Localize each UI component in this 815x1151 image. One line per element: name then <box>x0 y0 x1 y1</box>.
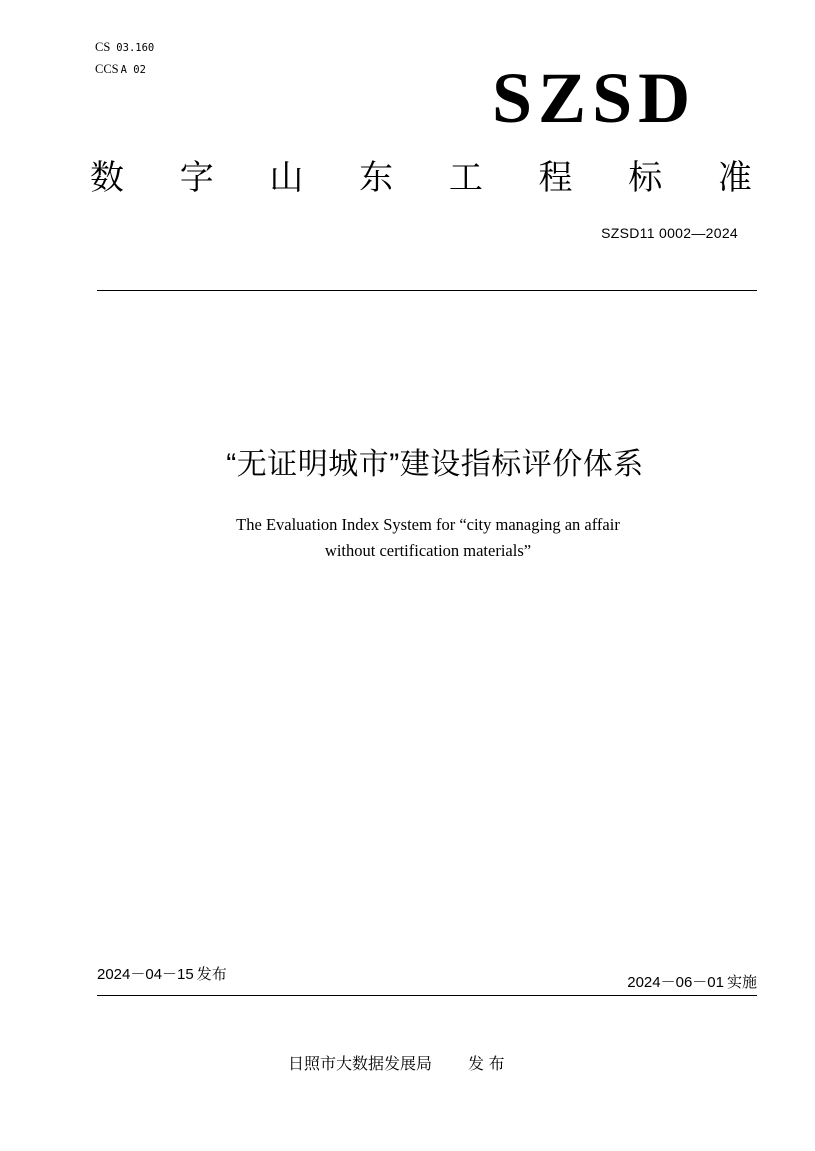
top-divider <box>97 290 757 291</box>
issuer-name: 日照市大数据发展局 <box>288 1056 433 1073</box>
cs-label: CS <box>95 40 111 54</box>
effective-date <box>627 973 757 993</box>
category-char: 字 <box>179 159 214 197</box>
issuer-action: 发 布 <box>468 1056 505 1073</box>
english-subtitle-line: The Evaluation Index System for “city managing an affair <box>236 515 620 534</box>
category-char: 工 <box>448 159 483 197</box>
category-char: 程 <box>538 159 573 197</box>
ccs-code: A 02 <box>120 64 146 76</box>
issue-date-label: 发布 <box>196 966 227 983</box>
category-char: 山 <box>269 159 304 197</box>
english-subtitle-line: without certification materials” <box>324 541 532 560</box>
ccs-classification <box>95 61 146 78</box>
category-char: 东 <box>359 159 394 197</box>
standard-category-title <box>90 158 752 198</box>
issue-date <box>97 965 227 985</box>
category-char: 数 <box>90 159 124 197</box>
effective-date-value: 2024－06－01 <box>627 974 724 991</box>
category-char: 标 <box>628 159 663 197</box>
bottom-divider <box>97 995 757 996</box>
brand-logo-text: SZSD <box>492 58 697 138</box>
ccs-label: CCS <box>95 62 119 76</box>
issue-date-value: 2024－04－15 <box>97 966 194 983</box>
issuer-line <box>288 1055 504 1075</box>
standard-number: SZSD11 0002—2024 <box>601 225 738 241</box>
english-subtitle <box>170 512 686 564</box>
cs-code: 03.160 <box>116 42 155 54</box>
document-title: “无证明城市”建设指标评价体系 <box>226 448 644 481</box>
effective-date-label: 实施 <box>726 974 757 991</box>
category-char: 准 <box>717 159 752 197</box>
cs-classification <box>95 39 154 56</box>
